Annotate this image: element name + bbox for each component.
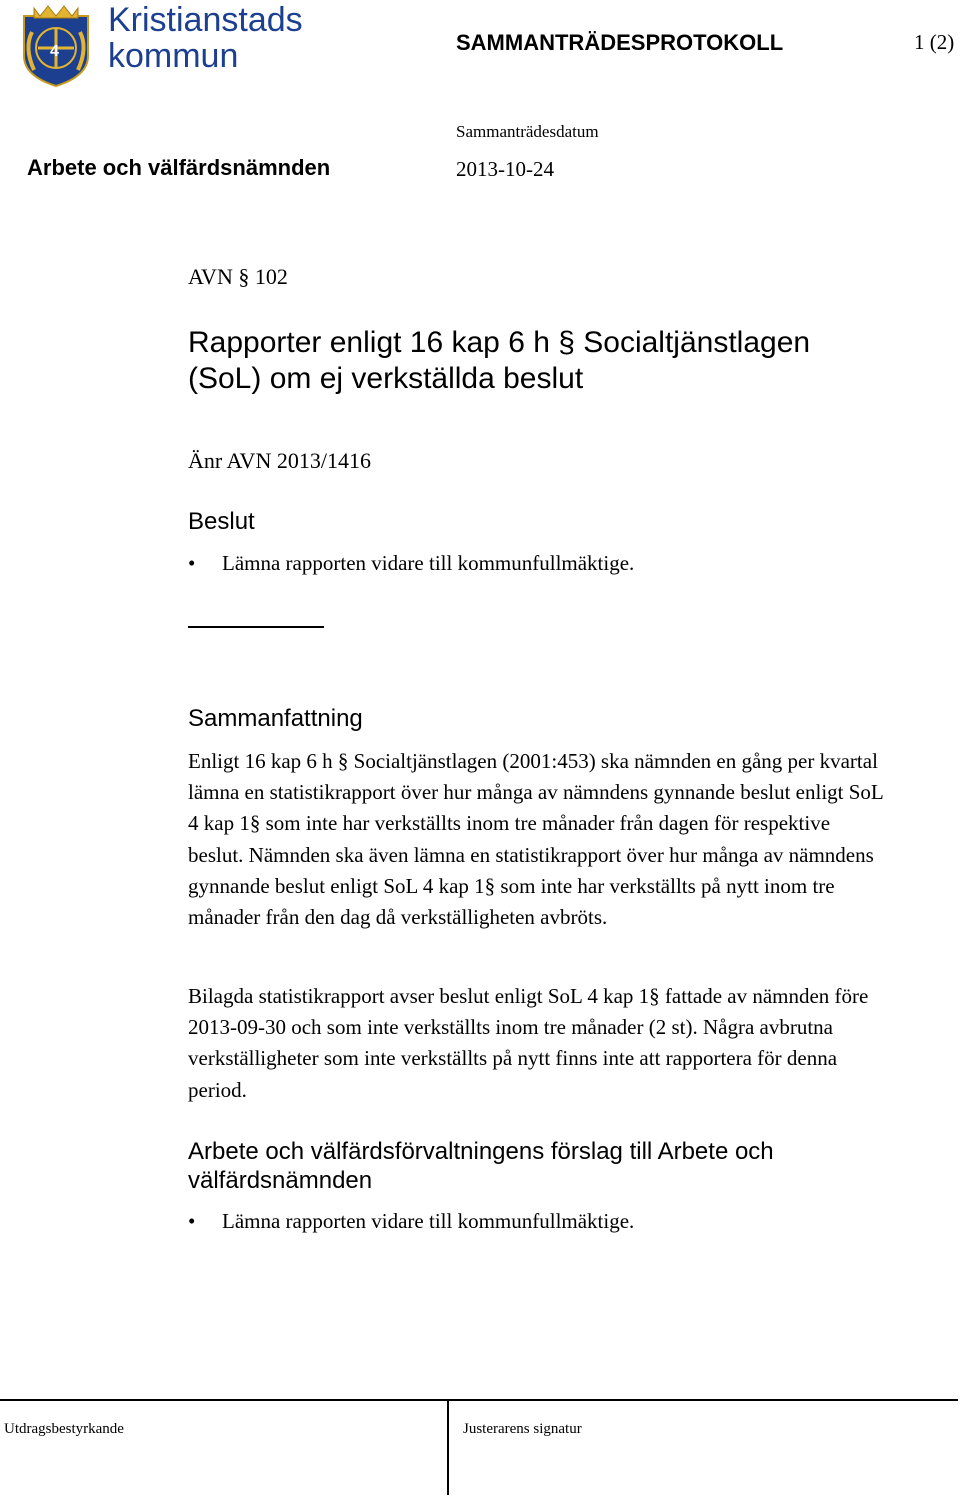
proposal-heading: Arbete och välfärdsförvaltningens förslag till Arbete och välfärdsnämnden — [188, 1138, 774, 1194]
municipality-name-line1: Kristianstads — [108, 1, 303, 39]
document-type: SAMMANTRÄDESPROTOKOLL — [456, 30, 784, 55]
page-number: 1 (2) — [914, 30, 955, 54]
meeting-date: 2013-10-24 — [456, 157, 554, 181]
board-name: Arbete och välfärdsnämnden — [27, 155, 331, 180]
summary-heading: Sammanfattning — [188, 705, 363, 732]
decision-item-text: Lämna rapporten vidare till kommunfullmäktige. — [222, 551, 635, 575]
proposal-item-text: Lämna rapporten vidare till kommunfullmäktige. — [222, 1209, 635, 1233]
case-number: Änr AVN 2013/1416 — [188, 448, 371, 473]
adjuster-signature-label: Justerarens signatur — [463, 1421, 582, 1437]
certification-label: Utdragsbestyrkande — [4, 1421, 124, 1437]
bullet-icon: • — [188, 551, 196, 575]
meeting-date-label: Sammanträdesdatum — [456, 122, 599, 141]
municipality-name-line2: kommun — [108, 37, 239, 75]
proposal-item — [188, 1209, 634, 1234]
paragraph-reference: AVN § 102 — [188, 264, 288, 289]
decision-item — [188, 551, 634, 576]
footer-rule — [0, 1399, 958, 1401]
footer-divider — [447, 1399, 449, 1495]
case-title: Rapporter enligt 16 kap 6 h § Socialtjänstlagen (SoL) om ej verkställda beslut — [188, 326, 811, 395]
separator-line — [188, 626, 324, 628]
municipality-logo — [20, 1, 303, 88]
bullet-icon: • — [188, 1209, 196, 1233]
summary-paragraph: Bilagda statistikrapport avser beslut enligt SoL 4 kap 1§ fattade av nämnden före 2013-09-30 och som inte verkställts inom tre månader (2 st). Några avbrutna verkställigheter som inte verkställts på nytt finns inte att rapportera för denna period. — [188, 984, 869, 1102]
decision-heading: Beslut — [188, 508, 255, 535]
svg-text:4: 4 — [50, 43, 59, 60]
summary-paragraph: Enligt 16 kap 6 h § Socialtjänstlagen (2001:453) ska nämnden en gång per kvartal lämna en statistikrapport över hur många av nämndens gynnande beslut enligt SoL 4 kap 1§ som inte har verkställts inom tre månader från dagen för respektive beslut. Nämnden ska även lämna en statistikrapport över hur många av nämndens gynnande beslut enligt SoL 4 kap 1§ som inte har verkställts på nytt inom tre månader från den dag då verkställigheten avbröts. — [188, 749, 883, 930]
